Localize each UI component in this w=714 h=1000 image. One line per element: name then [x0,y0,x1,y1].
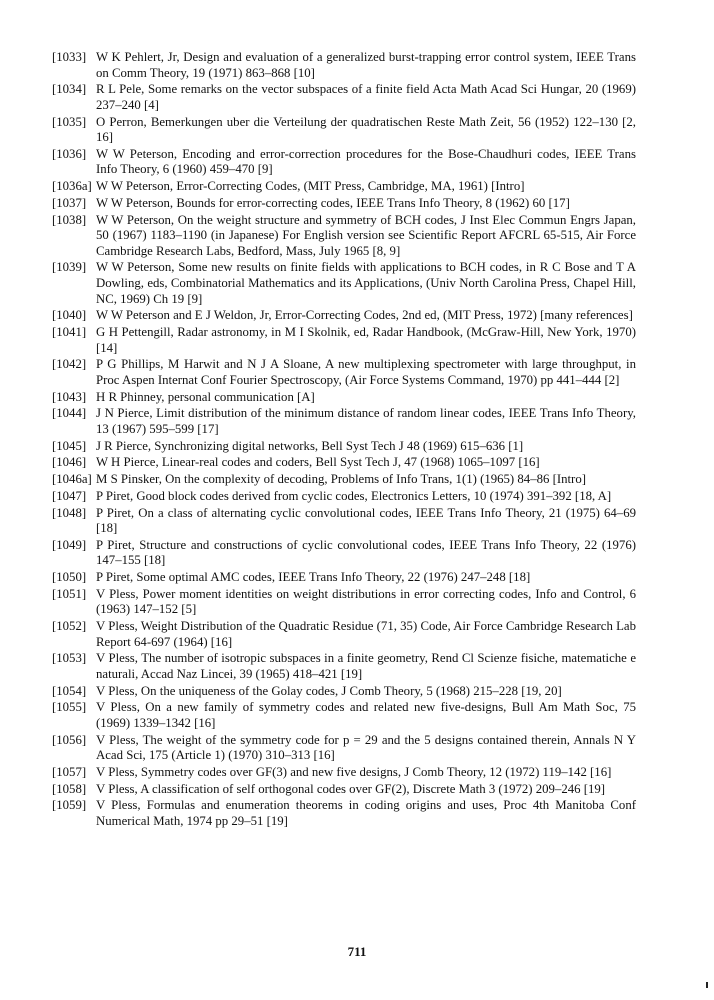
reference-number: [1046a] [52,472,92,487]
reference-text: V Pless, A classification of self orthogonal codes over GF(2), Discrete Math 3 (1972) 209–246 [19] [96,781,606,796]
reference-text: P Piret, Some optimal AMC codes, IEEE Trans Info Theory, 22 (1976) 247–248 [18] [96,570,531,585]
reference-text: W W Peterson, Encoding and error-correction procedures for the Bose-Chaudhuri codes, IEEE Trans Info Theory, 6 (1960) 459–470 [9] [96,146,636,177]
reference-entry [52,538,636,569]
reference-number: [1050] [52,570,87,585]
reference-text: M S Pinsker, On the complexity of decoding, Problems of Info Trans, 1(1) (1965) 84–86 [Intro] [96,472,586,487]
reference-number: [1034] [52,82,87,97]
reference-text: V Pless, Formulas and enumeration theorems in coding origins and uses, Proc 4th Manitoba Conf Numerical Math, 1974 pp 29–51 [19] [96,798,636,828]
edge-mark [706,982,708,988]
reference-entry [52,472,636,488]
reference-number: [1047] [52,488,87,503]
reference-number: [1056] [52,732,87,747]
reference-entry [52,455,636,471]
reference-text: W W Peterson and E J Weldon, Jr, Error-Correcting Codes, 2nd ed, (MIT Press, 1972) [many references] [96,308,633,323]
reference-text: W W Peterson, Some new results on finite fields with applications to BCH codes, in R C Bose and T A Dowling, eds, Combinatorial Mathematics and its Applications, (Univ North Carolina Press, Chapel Hill, NC, 1969) Ch 19 [9] [96,260,636,306]
reference-text: P G Phillips, M Harwit and N J A Sloane, A new multiplexing spectrometer with large throughput, in Proc Aspen Internat Conf Fourier Spectroscopy, (Air Force Systems Command, 1970) pp 441–444 [2] [96,357,636,387]
reference-entry [52,82,636,113]
reference-text: P Piret, Good block codes derived from cyclic codes, Electronics Letters, 10 (1974) 391–392 [18, A] [96,488,612,503]
reference-number: [1037] [52,195,87,210]
reference-entry [52,325,636,356]
reference-text: H R Phinney, personal communication [A] [96,389,315,404]
reference-entry [52,765,636,781]
reference-list [52,50,636,831]
reference-number: [1044] [52,406,87,421]
reference-entry [52,587,636,618]
reference-entry [52,308,636,324]
reference-number: [1043] [52,389,87,404]
reference-entry [52,213,636,260]
reference-entry [52,489,636,505]
reference-number: [1057] [52,764,87,779]
reference-number: [1048] [52,505,87,520]
reference-number: [1036] [52,146,87,161]
reference-entry [52,260,636,307]
reference-text: W W Peterson, On the weight structure and symmetry of BCH codes, J Inst Elec Commun Engrs Japan, 50 (1967) 1183–1190 (in Japanese) For English version see Scientific Report AFCRL 65-515, Air Force Cambridge Research Labs, Bedford, Mass, July 1965 [8, 9] [96,212,636,258]
reference-number: [1033] [52,50,87,64]
reference-text: V Pless, Weight Distribution of the Quadratic Residue (71, 35) Code, Air Force Cambridge Research Lab Report 64-697 (1964) [16] [96,619,636,649]
reference-entry [52,50,636,81]
reference-number: [1042] [52,357,87,372]
reference-text: R L Pele, Some remarks on the vector subspaces of a finite field Acta Math Acad Sci Hungar, 20 (1969) 237–240 [4] [96,82,636,112]
reference-entry [52,651,636,682]
reference-number: [1053] [52,651,87,666]
reference-entry [52,115,636,146]
reference-text: V Pless, Symmetry codes over GF(3) and new five designs, J Comb Theory, 12 (1972) 119–142 [16] [96,764,612,779]
reference-number: [1058] [52,781,87,796]
reference-entry [52,700,636,731]
reference-entry [52,179,636,195]
reference-text: W H Pierce, Linear-real codes and coders, Bell Syst Tech J, 47 (1968) 1065–1097 [16] [96,455,540,470]
reference-entry [52,782,636,798]
reference-entry [52,619,636,650]
reference-text: G H Pettengill, Radar astronomy, in M I Skolnik, ed, Radar Handbook, (McGraw-Hill, New York, 1970) [14] [96,324,636,355]
reference-number: [1055] [52,700,87,715]
reference-entry [52,406,636,437]
reference-number: [1046] [52,455,87,470]
reference-number: [1052] [52,619,87,634]
reference-number: [1051] [52,586,87,601]
reference-text: W W Peterson, Error-Correcting Codes, (MIT Press, Cambridge, MA, 1961) [Intro] [96,179,525,194]
reference-number: [1038] [52,212,87,227]
reference-number: [1035] [52,114,87,129]
reference-number: [1040] [52,308,87,323]
reference-entry [52,357,636,388]
reference-number: [1045] [52,438,87,453]
page-number: 711 [347,944,367,959]
reference-text: V Pless, The weight of the symmetry code for p = 29 and the 5 designs contained therein, Annals N Y Acad Sci, 175 (Article 1) (1970) 310–313 [16] [96,732,636,763]
reference-text: J R Pierce, Synchronizing digital networks, Bell Syst Tech J 48 (1969) 615–636 [1] [96,438,524,453]
reference-text: V Pless, On a new family of symmetry codes and related new five-designs, Bull Am Math Soc, 75 (1969) 1339–1342 [16] [96,700,636,730]
reference-number: [1049] [52,537,87,552]
reference-text: V Pless, Power moment identities on weight distributions in error correcting codes, Info and Control, 6 (1963) 147–152 [5] [96,586,636,617]
reference-entry [52,570,636,586]
reference-entry [52,439,636,455]
reference-entry [52,684,636,700]
reference-text: W K Pehlert, Jr, Design and evaluation of a generalized burst-trapping error control system, IEEE Trans on Comm Theory, 19 (1971) 863–868 [10] [96,50,636,80]
reference-text: V Pless, The number of isotropic subspaces in a finite geometry, Rend Cl Scienze fisiche, matematiche e naturali, Accad Naz Lincei, 39 (1965) 418–421 [19] [96,651,636,681]
reference-text: J N Pierce, Limit distribution of the minimum distance of random linear codes, IEEE Trans Info Theory, 13 (1967) 595–599 [17] [96,406,636,436]
reference-entry [52,390,636,406]
reference-number: [1054] [52,683,87,698]
reference-entry [52,733,636,764]
reference-text: P Piret, Structure and constructions of cyclic convolutional codes, IEEE Trans Info Theory, 22 (1976) 147–155 [18] [96,537,636,568]
reference-number: [1039] [52,260,87,275]
reference-number: [1041] [52,324,87,339]
reference-entry [52,798,636,829]
reference-entry [52,196,636,212]
reference-text: O Perron, Bemerkungen uber die Verteilung der quadratischen Reste Math Zeit, 56 (1952) 122–130 [2, 16] [96,114,636,145]
reference-text: P Piret, On a class of alternating cyclic convolutional codes, IEEE Trans Info Theory, 21 (1975) 64–69 [18] [96,505,636,536]
reference-text: V Pless, On the uniqueness of the Golay codes, J Comb Theory, 5 (1968) 215–228 [19, 20] [96,683,562,698]
reference-number: [1036a] [52,179,92,194]
reference-entry [52,147,636,178]
reference-entry [52,506,636,537]
reference-text: W W Peterson, Bounds for error-correcting codes, IEEE Trans Info Theory, 8 (1962) 60 [17] [96,195,570,210]
reference-number: [1059] [52,798,87,813]
